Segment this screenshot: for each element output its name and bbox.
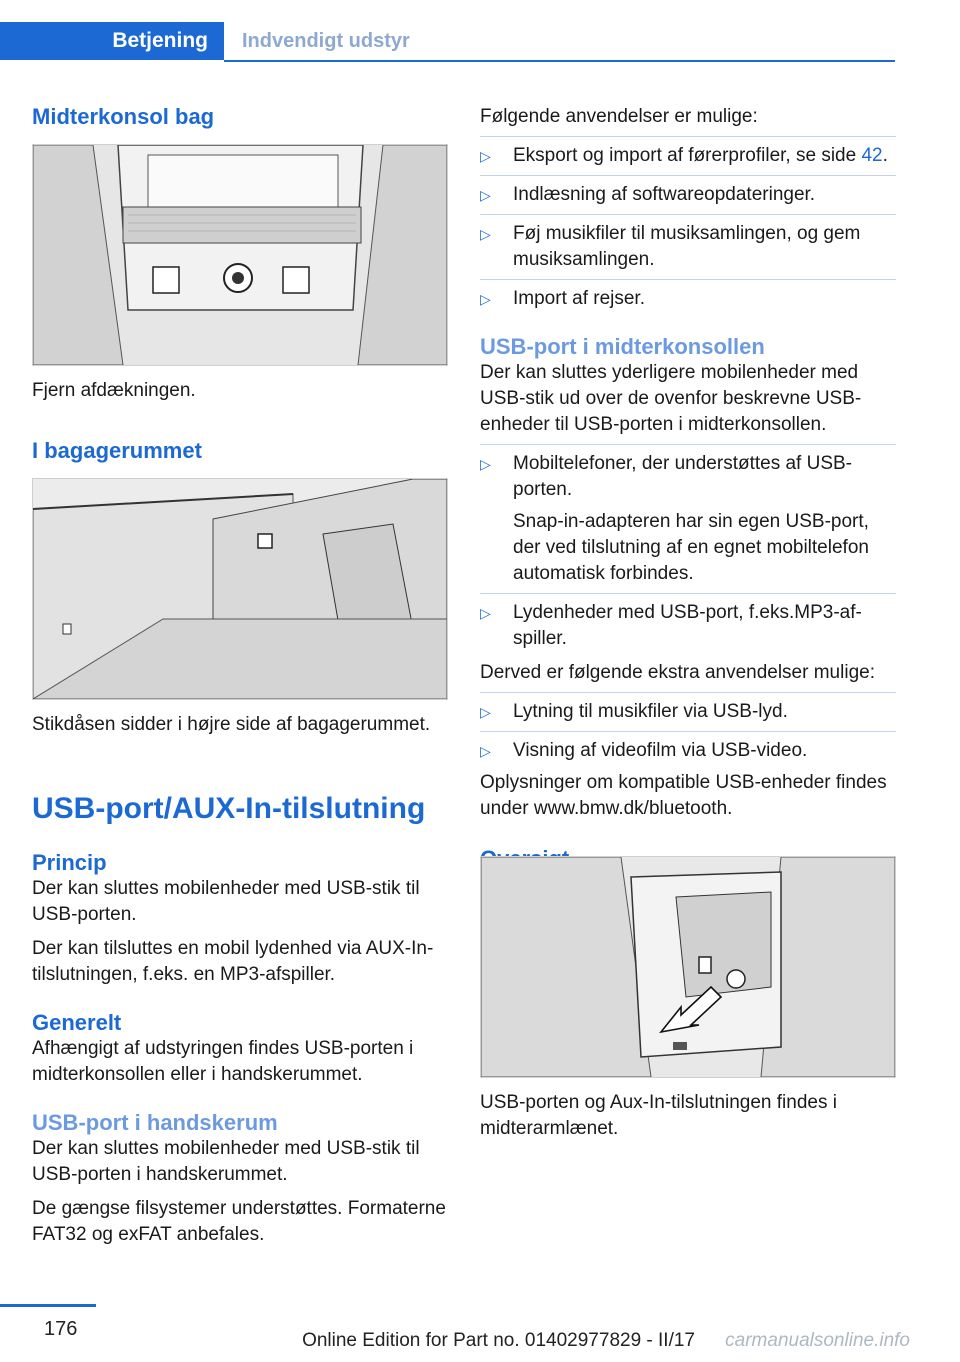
list-item-text: Mobiltelefoner, der understøttes af USB-porten. <box>513 453 852 500</box>
triangle-right-icon: ▷ <box>480 291 491 307</box>
devices-list <box>480 451 896 652</box>
triangle-right-icon: ▷ <box>480 187 491 203</box>
triangle-right-icon: ▷ <box>480 226 491 242</box>
list-item-text: Føj musikfiler til musiksamlingen, og gem musiksamlingen. <box>513 223 861 270</box>
heading-princip: Princip <box>32 850 107 875</box>
extra-list <box>480 699 896 764</box>
handskerum-paragraph-2: De gængse filsystemer understøttes. Formaterne FAT32 og exFAT anbefales. <box>32 1198 446 1245</box>
snap-in-note: Snap-in-adapteren har sin egen USB-port, der ved tilslutning af en egnet mobiltelefon automatisk forbindes. <box>513 511 869 584</box>
triangle-right-icon: ▷ <box>480 605 491 621</box>
midterkonsollen-paragraph: Der kan sluttes yderligere mobilenheder med USB-stik ud over de ovenfor beskrevne USB-enheder til USB-porten i midterkonsollen. <box>480 362 862 435</box>
chapter-tabs <box>0 22 895 62</box>
edition-text: Online Edition for Part no. 01402977829 - II/17 <box>302 1330 695 1351</box>
photo-luggage-compartment <box>32 478 448 700</box>
page-link-42[interactable]: 42 <box>861 145 883 166</box>
divider <box>480 444 896 445</box>
heading-usb-aux: USB-port/AUX-In-tilslutning <box>32 792 426 825</box>
list-item <box>480 286 896 312</box>
princip-paragraph-1: Der kan sluttes mobilenheder med USB-stik til USB-porten. <box>32 878 420 925</box>
caption-oversigt: USB-porten og Aux-In-tilslutningen findes i midterarmlænet. <box>480 1092 837 1139</box>
footer-rule <box>0 1304 96 1307</box>
compat-paragraph: Oplysninger om kompatible USB-enheder findes under www.bmw.dk/bluetooth. <box>480 772 887 819</box>
divider <box>480 279 896 280</box>
uses-list <box>480 143 896 312</box>
tab-indvendigt-udstyr[interactable]: Indvendigt udstyr <box>242 30 410 52</box>
list-item-text: Lydenheder med USB-port, f.eks.MP3-afspiller. <box>513 602 862 649</box>
uses-intro: Følgende anvendelser er mulige: <box>480 106 758 127</box>
triangle-right-icon: ▷ <box>480 456 491 472</box>
heading-usb-handskerum: USB-port i handskerum <box>32 1110 278 1135</box>
list-item-text: Indlæsning af softwareopdateringer. <box>513 184 816 205</box>
divider <box>480 136 896 137</box>
princip-paragraph-2: Der kan tilsluttes en mobil lydenhed via AUX-In-tilslutningen, f.eks. en MP3-afspiller. <box>32 938 434 985</box>
list-item <box>480 600 896 652</box>
list-item <box>480 182 896 208</box>
handskerum-paragraph-1: Der kan sluttes mobilenheder med USB-stik til USB-porten i handskerummet. <box>32 1138 420 1185</box>
list-item <box>480 143 896 169</box>
list-item <box>480 699 896 725</box>
list-item <box>480 451 896 587</box>
divider <box>480 214 896 215</box>
triangle-right-icon: ▷ <box>480 148 491 164</box>
tab-betjening[interactable]: Betjening <box>0 22 224 60</box>
list-item-text-end: . <box>882 145 888 166</box>
divider <box>480 175 896 176</box>
tab-underline <box>224 60 895 62</box>
divider <box>480 731 896 732</box>
right-text-block <box>480 104 896 872</box>
photo-rear-center-console <box>32 144 448 366</box>
heading-usb-midterkonsollen: USB-port i midterkonsollen <box>480 334 765 359</box>
triangle-right-icon: ▷ <box>480 704 491 720</box>
heading-i-bagagerummet: I bagagerummet <box>32 438 202 463</box>
list-item-text: Lytning til musikfiler via USB-lyd. <box>513 701 788 722</box>
extra-intro: Derved er følgende ekstra anvendelser mulige: <box>480 662 875 683</box>
heading-generelt: Generelt <box>32 1010 122 1035</box>
list-item <box>480 738 896 764</box>
divider <box>480 692 896 693</box>
list-item-text: Import af rejser. <box>513 288 645 309</box>
list-item-text: Eksport og import af førerprofiler, se side <box>513 145 862 166</box>
generelt-paragraph: Afhængigt af udstyringen findes USB-porten i midterkonsollen eller i handskerummet. <box>32 1038 414 1085</box>
heading-midterkonsol-bag: Midterkonsol bag <box>32 104 215 129</box>
triangle-right-icon: ▷ <box>480 743 491 759</box>
divider <box>480 593 896 594</box>
watermark: carmanualsonline.info <box>725 1330 910 1351</box>
page-number: 176 <box>44 1318 78 1340</box>
list-item <box>480 221 896 273</box>
left-text-block <box>32 850 448 1248</box>
caption-bagagerum: Stikdåsen sidder i højre side af bagagerummet. <box>32 714 431 735</box>
list-item-text: Visning af videofilm via USB-video. <box>513 740 808 761</box>
caption-midterkonsol: Fjern afdækningen. <box>32 380 196 401</box>
photo-center-armrest <box>480 856 896 1078</box>
